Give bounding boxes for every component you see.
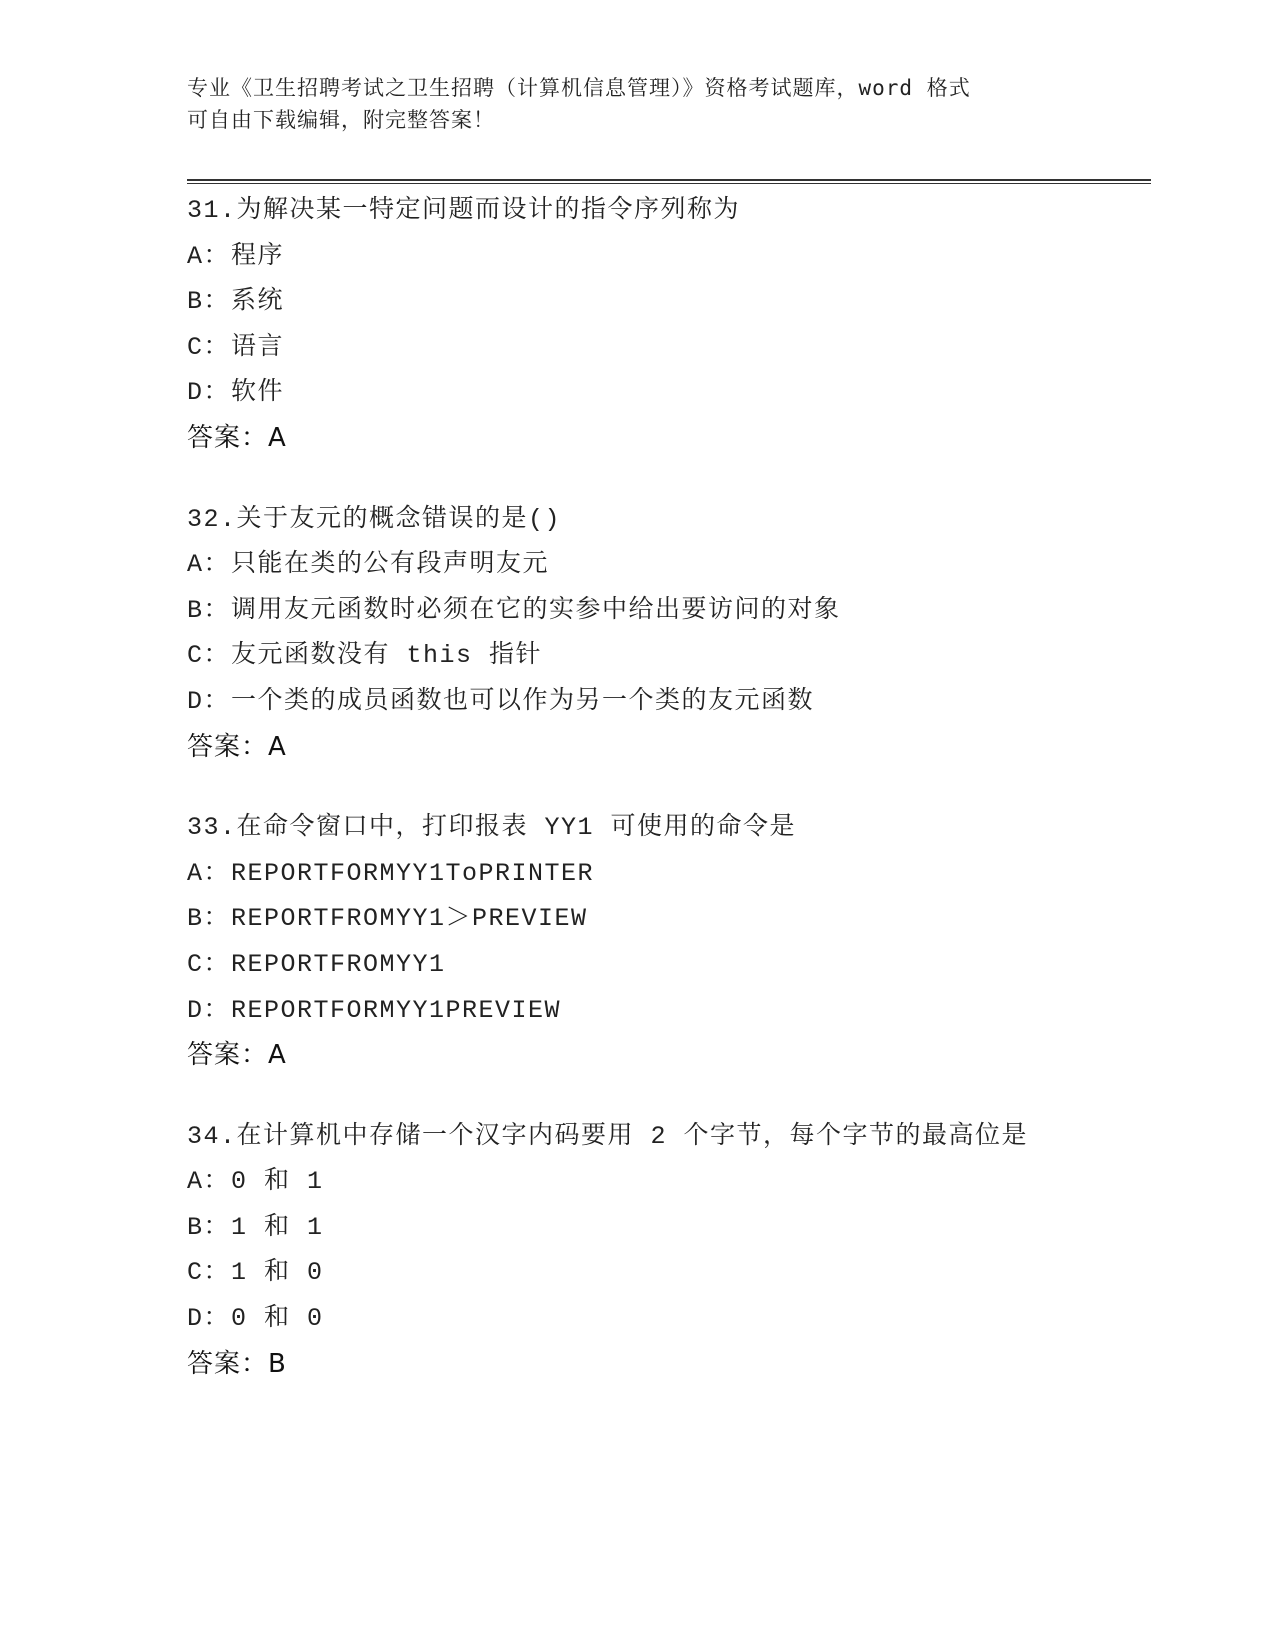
option-key: A： (187, 858, 231, 888)
option-text: 0 和 0 (231, 1304, 324, 1334)
header-divider-thin (187, 183, 1151, 184)
question-33 (187, 805, 1147, 1079)
option-key: D： (187, 378, 231, 408)
question-stem: 34.在计算机中存储一个汉字内码要用 2 个字节，每个字节的最高位是 (187, 1121, 1029, 1151)
option-text: 程序 (231, 241, 285, 271)
option-key: C： (187, 949, 231, 979)
option-d (187, 1296, 1147, 1342)
answer-line: 答案：B (187, 1348, 287, 1379)
option-b (187, 1205, 1147, 1251)
question-stem: 33.在命令窗口中，打印报表 YY1 可使用的命令是 (187, 813, 797, 843)
option-b (187, 896, 1147, 942)
option-key: B： (187, 904, 231, 934)
option-text: 调用友元函数时必须在它的实参中给出要访问的对象 (231, 595, 841, 625)
option-text: 一个类的成员函数也可以作为另一个类的友元函数 (231, 686, 815, 716)
option-b (187, 588, 1147, 634)
option-key: B： (187, 1212, 231, 1242)
option-key: B： (187, 595, 231, 625)
question-list (187, 188, 1147, 1422)
question-32 (187, 497, 1147, 771)
option-key: C： (187, 1258, 231, 1288)
option-c (187, 1250, 1147, 1296)
option-text: REPORTFORMYY1PREVIEW (231, 995, 562, 1025)
option-c (187, 942, 1147, 988)
option-key: A： (187, 550, 231, 580)
option-text: 友元函数没有 this 指针 (231, 641, 543, 671)
option-key: D： (187, 686, 231, 716)
option-key: B： (187, 287, 231, 317)
question-34 (187, 1114, 1147, 1388)
option-text: 只能在类的公有段声明友元 (231, 550, 550, 580)
option-text: 软件 (231, 378, 285, 408)
option-key: D： (187, 995, 231, 1025)
question-31 (187, 188, 1147, 462)
answer-line: 答案：A (187, 731, 287, 762)
header-divider-thick (187, 179, 1151, 181)
option-c (187, 633, 1147, 679)
option-d (187, 679, 1147, 725)
option-key: C： (187, 332, 231, 362)
option-c (187, 325, 1147, 371)
answer-line: 答案：A (187, 422, 287, 453)
option-key: C： (187, 641, 231, 671)
header-line-2: 可自由下载编辑，附完整答案！ (187, 108, 495, 132)
document-header (187, 72, 1087, 136)
option-key: A： (187, 241, 231, 271)
option-text: 1 和 0 (231, 1258, 324, 1288)
option-text: 1 和 1 (231, 1212, 324, 1242)
option-text: REPORTFROMYY1 (231, 949, 446, 979)
option-a (187, 1159, 1147, 1205)
answer-line: 答案：A (187, 1040, 287, 1071)
option-text: REPORTFORMYY1ToPRINTER (231, 858, 595, 888)
option-text: 语言 (231, 332, 285, 362)
option-b (187, 279, 1147, 325)
option-text: REPORTFROMYY1＞PREVIEW (231, 904, 588, 934)
option-a (187, 851, 1147, 897)
option-text: 系统 (231, 287, 285, 317)
option-a (187, 542, 1147, 588)
option-d (187, 988, 1147, 1034)
option-text: 0 和 1 (231, 1167, 324, 1197)
option-d (187, 370, 1147, 416)
option-a (187, 234, 1147, 280)
header-line-1: 专业《卫生招聘考试之卫生招聘（计算机信息管理）》资格考试题库，word 格式 (187, 76, 971, 100)
question-stem: 32.关于友元的概念错误的是() (187, 504, 562, 534)
option-key: D： (187, 1304, 231, 1334)
option-key: A： (187, 1167, 231, 1197)
question-stem: 31.为解决某一特定问题而设计的指令序列称为 (187, 196, 741, 225)
